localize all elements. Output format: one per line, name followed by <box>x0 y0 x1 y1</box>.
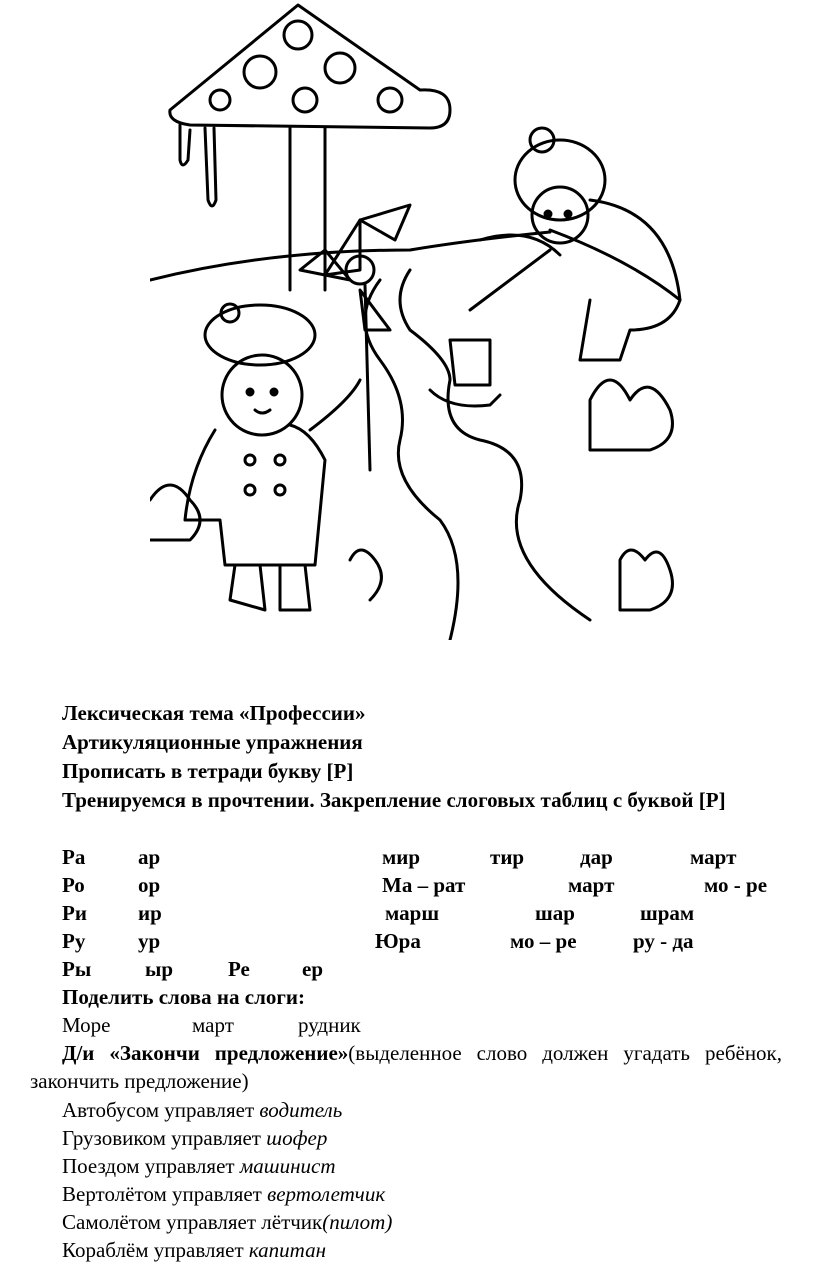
syllable: ру - да <box>633 929 694 953</box>
game-title: Д/и «Закончи предложение» <box>62 1041 349 1065</box>
syllable: ер <box>302 957 323 981</box>
syllable: Ро <box>62 873 85 897</box>
articulation-heading: Артикуляционные упражнения <box>62 730 363 754</box>
boy-figure <box>430 128 680 406</box>
syllable: Ра <box>62 845 86 869</box>
game-note: (выделенное слово должен угадать ребёнок, закончить предложение) <box>30 1041 783 1093</box>
answer-word: (пилот) <box>322 1210 393 1234</box>
topic-heading: Лексическая тема «Профессии» <box>62 701 366 725</box>
answer-word: капитан <box>248 1238 327 1262</box>
syllable: ир <box>138 901 162 925</box>
syllable: Ру <box>62 929 86 953</box>
syllable: март <box>568 873 615 897</box>
syllable: Ма – рат <box>382 873 466 897</box>
sentence-item: Автобусом управляет водитель <box>62 1098 343 1122</box>
syllable: Ри <box>62 901 87 925</box>
syllable: дар <box>580 845 613 869</box>
divide-heading: Поделить слова на слоги: <box>62 985 305 1009</box>
syllable: Юра <box>375 929 421 953</box>
syllable: мир <box>382 845 421 869</box>
train-reading-heading: Тренируемся в прочтении. Закрепление слоговых таблиц с буквой [Р] <box>62 788 726 812</box>
syllable: мо - ре <box>704 873 768 897</box>
answer-word: водитель <box>259 1098 343 1122</box>
mushroom-umbrella <box>170 5 450 290</box>
syllable: мо – ре <box>510 929 577 953</box>
sentence-item: Грузовиком управляет шофер <box>62 1126 328 1150</box>
syllable: тир <box>490 845 525 869</box>
sentence-item: Поездом управляет машинист <box>62 1154 336 1178</box>
syllable: ар <box>138 845 161 869</box>
syllable: марш <box>385 901 440 925</box>
sentence-item: Кораблём управляет капитан <box>62 1238 327 1262</box>
answer-word: шофер <box>266 1126 328 1150</box>
sentence-item: Самолётом управляет лётчик(пилот) <box>62 1210 393 1234</box>
answer-word: машинист <box>239 1154 336 1178</box>
game-instruction <box>30 1039 782 1095</box>
syllable: ур <box>138 929 161 953</box>
stream <box>150 230 680 640</box>
write-letter-heading: Прописать в тетради букву [Р] <box>62 759 354 783</box>
syllable: шрам <box>640 901 695 925</box>
syllable: Ры <box>62 957 92 981</box>
syllable: март <box>690 845 737 869</box>
word: Море <box>62 1013 111 1037</box>
sentence-item: Вертолётом управляет вертолетчик <box>62 1182 386 1206</box>
coloring-illustration <box>150 0 690 640</box>
syllable: ор <box>138 873 161 897</box>
syllable: шар <box>535 901 575 925</box>
word: рудник <box>298 1013 361 1037</box>
syllable: ыр <box>145 957 174 981</box>
pinwheel <box>300 205 410 470</box>
girl-figure <box>185 304 360 610</box>
syllable: Ре <box>228 957 250 981</box>
answer-word: вертолетчик <box>267 1182 386 1206</box>
word: март <box>192 1013 234 1037</box>
